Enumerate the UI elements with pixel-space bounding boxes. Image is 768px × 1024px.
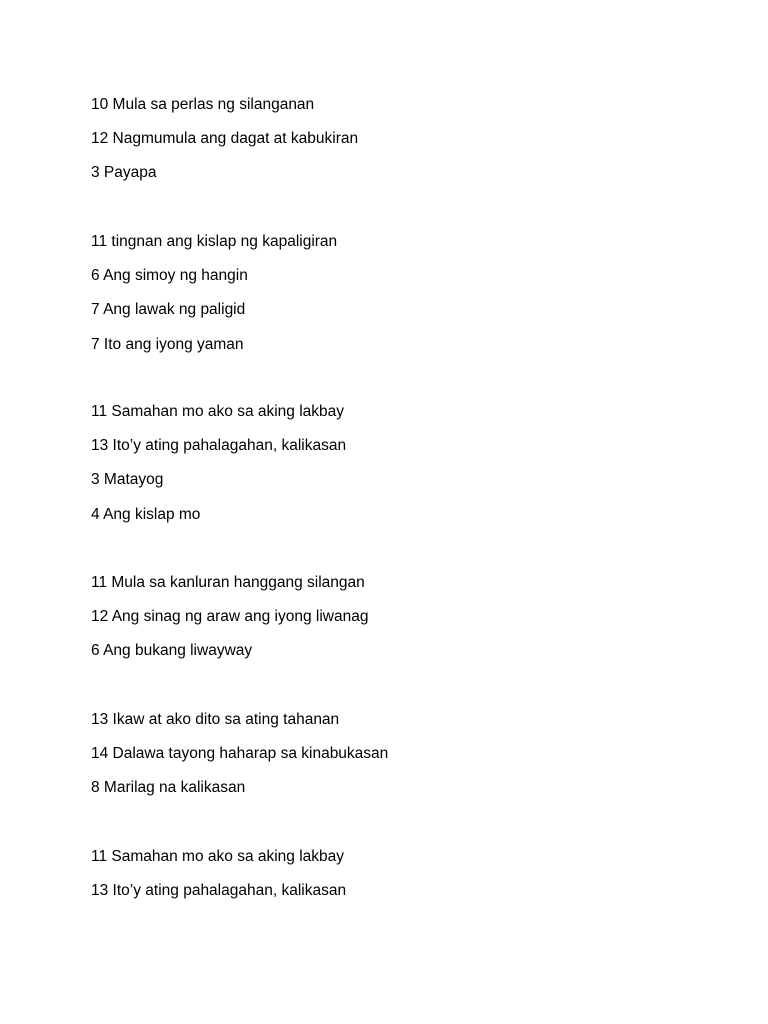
lyric-line: 10 Mula sa perlas ng silanganan [91,96,315,113]
lyric-line: 11 Samahan mo ako sa aking lakbay [91,848,345,865]
lyric-line: 6 Ang simoy ng hangin [91,267,248,285]
lyric-line: 3 Matayog [91,471,164,489]
lyric-line: 13 Ito’y ating pahalagahan, kalikasan [91,437,347,455]
lyric-line: 12 Nagmumula ang dagat at kabukiran [91,130,359,148]
stanza-1 [91,88,358,191]
lyric-line: 13 Ito’y ating pahalagahan, kalikasan [91,882,347,900]
lyric-line: 3 Payapa [91,164,157,182]
lyric-line: 4 Ang kislap mo [91,505,201,523]
lyric-line: 6 Ang bukang liwayway [91,642,253,660]
lyric-line: 11 Mula sa kanluran hanggang silangan [91,574,365,591]
stanza-4 [91,566,368,669]
lyric-line: 11 tingnan ang kislap ng kapaligiran [91,233,338,250]
lyric-line: 7 Ang lawak ng paligid [91,301,246,319]
lyric-line: 13 Ikaw at ako dito sa ating tahanan [91,711,340,728]
lyric-line: 14 Dalawa tayong haharap sa kinabukasan [91,745,389,763]
stanza-6 [91,840,346,908]
lyric-line: 8 Marilag na kalikasan [91,779,246,797]
lyric-line: 12 Ang sinag ng araw ang iyong liwanag [91,608,369,626]
stanza-2 [91,225,337,362]
lyric-line: 7 Ito ang iyong yaman [91,335,244,353]
stanza-5 [91,703,388,806]
stanza-3 [91,395,346,532]
lyric-line: 11 Samahan mo ako sa aking lakbay [91,403,345,420]
